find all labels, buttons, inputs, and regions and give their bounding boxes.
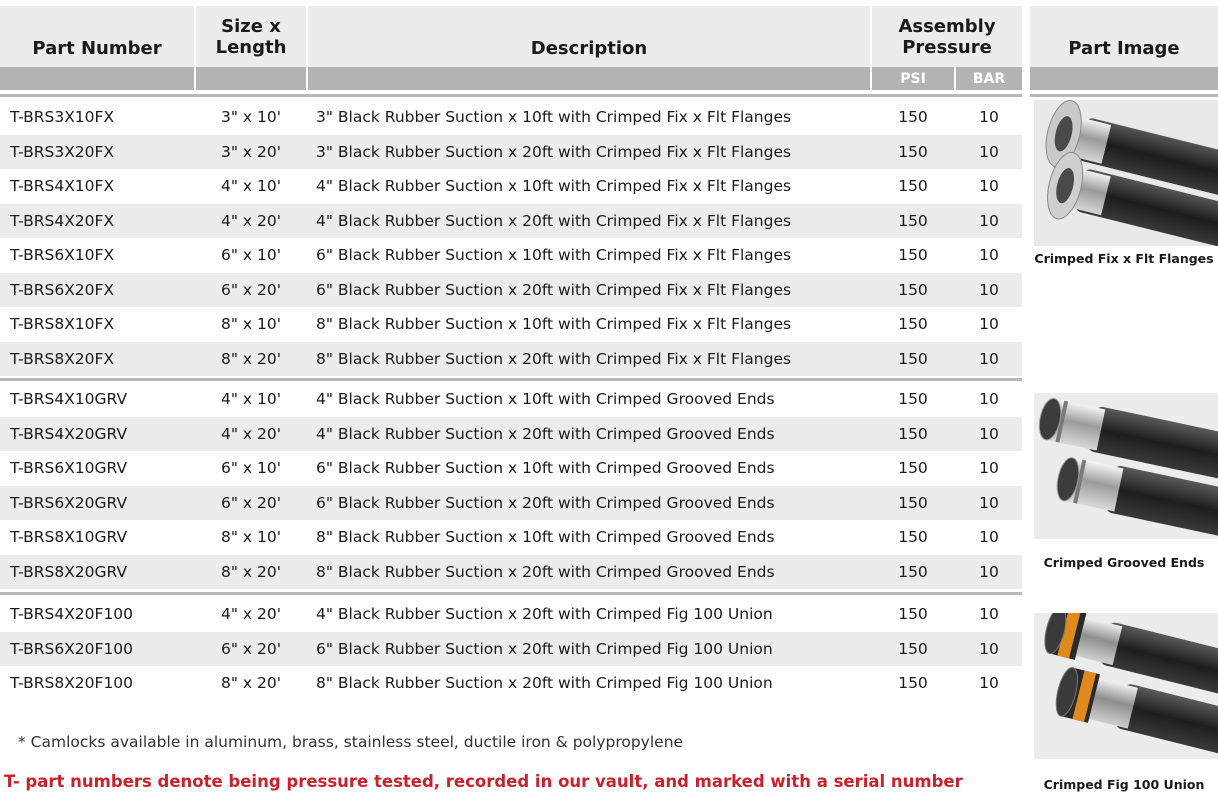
caption-fig100: Crimped Fig 100 Union bbox=[1043, 777, 1205, 792]
description-cell: 8" Black Rubber Suction x 20ft with Crimped Fig 100 Union bbox=[316, 674, 773, 693]
psi-cell: 150 bbox=[898, 639, 928, 658]
header-size-length bbox=[196, 6, 306, 67]
part-number-cell: T-BRS8X10FX bbox=[10, 315, 115, 334]
description-cell: 6" Black Rubber Suction x 10ft with Crimped Grooved Ends bbox=[316, 459, 775, 478]
header-bar-description bbox=[308, 67, 870, 90]
bar-cell: 10 bbox=[979, 315, 999, 334]
description-cell: 8" Black Rubber Suction x 10ft with Crimped Grooved Ends bbox=[316, 528, 775, 547]
header-bar-image bbox=[1030, 67, 1218, 90]
table-row bbox=[0, 342, 1022, 377]
bar-cell: 10 bbox=[979, 142, 999, 161]
size-length-cell: 3" x 10' bbox=[220, 108, 281, 127]
bar-cell: 10 bbox=[979, 390, 999, 409]
size-length-cell: 4" x 10' bbox=[220, 177, 281, 196]
psi-cell: 150 bbox=[898, 315, 928, 334]
part-number-cell: T-BRS6X20GRV bbox=[10, 493, 128, 512]
description-cell: 6" Black Rubber Suction x 20ft with Crimped Grooved Ends bbox=[316, 493, 775, 512]
part-number-cell: T-BRS3X20FX bbox=[10, 142, 115, 161]
size-length-cell: 8" x 10' bbox=[220, 315, 281, 334]
size-length-cell: 6" x 20' bbox=[220, 280, 281, 299]
bar-cell: 10 bbox=[979, 280, 999, 299]
header-bar-unit: BAR bbox=[956, 67, 1022, 90]
table-row bbox=[0, 307, 1022, 342]
flanged-hose-photo bbox=[1034, 100, 1218, 246]
group-fig100 bbox=[0, 597, 1022, 701]
header-psi: PSI bbox=[872, 67, 954, 90]
table-row bbox=[0, 204, 1022, 239]
psi-cell: 150 bbox=[898, 280, 928, 299]
description-cell: 4" Black Rubber Suction x 20ft with Crimped Grooved Ends bbox=[316, 424, 775, 443]
bar-cell: 10 bbox=[979, 493, 999, 512]
header-divider-image bbox=[1030, 94, 1218, 97]
psi-cell: 150 bbox=[898, 246, 928, 265]
caption-grooved: Crimped Grooved Ends bbox=[1043, 555, 1205, 570]
header-description: Description bbox=[530, 37, 648, 59]
table-row bbox=[0, 273, 1022, 308]
description-cell: 6" Black Rubber Suction x 20ft with Crimped Fix x Flt Flanges bbox=[316, 280, 792, 299]
bar-cell: 10 bbox=[979, 349, 999, 368]
bar-cell: 10 bbox=[979, 211, 999, 230]
table-row bbox=[0, 520, 1022, 555]
size-length-cell: 4" x 20' bbox=[220, 605, 281, 624]
description-cell: 8" Black Rubber Suction x 20ft with Crimped Fix x Flt Flanges bbox=[316, 349, 792, 368]
grooved-hose-photo bbox=[1034, 393, 1218, 539]
camlocks-note: * Camlocks available in aluminum, brass, stainless steel, ductile iron & polypropylene bbox=[18, 733, 684, 751]
caption-flanges: Crimped Fix x Flt Flanges bbox=[1034, 251, 1214, 266]
header-pressure-line2: Pressure bbox=[902, 36, 992, 58]
bar-cell: 10 bbox=[979, 674, 999, 693]
description-cell: 4" Black Rubber Suction x 10ft with Crimped Fix x Flt Flanges bbox=[316, 177, 792, 196]
bar-cell: 10 bbox=[979, 605, 999, 624]
table-row bbox=[0, 135, 1022, 170]
header-assembly-pressure bbox=[872, 6, 1022, 67]
part-number-cell: T-BRS3X10FX bbox=[10, 108, 115, 127]
header-part-number: Part Number bbox=[32, 37, 162, 59]
size-length-cell: 8" x 20' bbox=[220, 562, 281, 581]
flanged-hose-illustration bbox=[1034, 100, 1218, 246]
bar-cell: 10 bbox=[979, 246, 999, 265]
psi-cell: 150 bbox=[898, 459, 928, 478]
size-length-cell: 8" x 20' bbox=[220, 349, 281, 368]
psi-cell: 150 bbox=[898, 605, 928, 624]
pressure-tested-footer: T- part numbers denote being pressure tested, recorded in our vault, and marked with a serial number bbox=[4, 772, 963, 791]
description-cell: 4" Black Rubber Suction x 10ft with Crimped Grooved Ends bbox=[316, 390, 775, 409]
description-cell: 3" Black Rubber Suction x 20ft with Crimped Fix x Flt Flanges bbox=[316, 142, 792, 161]
table-row bbox=[0, 486, 1022, 521]
bar-cell: 10 bbox=[979, 528, 999, 547]
table-row bbox=[0, 238, 1022, 273]
part-number-cell: T-BRS8X20F100 bbox=[10, 674, 134, 693]
part-number-cell: T-BRS4X20F100 bbox=[10, 605, 134, 624]
psi-cell: 150 bbox=[898, 142, 928, 161]
size-length-cell: 8" x 20' bbox=[220, 674, 281, 693]
psi-cell: 150 bbox=[898, 390, 928, 409]
size-length-cell: 4" x 10' bbox=[220, 390, 281, 409]
table-row bbox=[0, 169, 1022, 204]
psi-cell: 150 bbox=[898, 562, 928, 581]
header-size-line2: Length bbox=[215, 36, 287, 58]
size-length-cell: 4" x 20' bbox=[220, 211, 281, 230]
bar-cell: 10 bbox=[979, 424, 999, 443]
table-row bbox=[0, 100, 1022, 135]
size-length-cell: 3" x 20' bbox=[220, 142, 281, 161]
group-grooved bbox=[0, 382, 1022, 589]
table-row bbox=[0, 632, 1022, 667]
bar-cell: 10 bbox=[979, 108, 999, 127]
header-divider bbox=[0, 94, 1022, 97]
psi-cell: 150 bbox=[898, 211, 928, 230]
psi-cell: 150 bbox=[898, 528, 928, 547]
bar-cell: 10 bbox=[979, 639, 999, 658]
table-row bbox=[0, 417, 1022, 452]
description-cell: 4" Black Rubber Suction x 20ft with Crimped Fig 100 Union bbox=[316, 605, 773, 624]
header-part-image: Part Image bbox=[1068, 37, 1180, 59]
table-row bbox=[0, 451, 1022, 486]
size-length-cell: 6" x 10' bbox=[220, 459, 281, 478]
size-length-cell: 8" x 10' bbox=[220, 528, 281, 547]
table-row bbox=[0, 597, 1022, 632]
psi-cell: 150 bbox=[898, 108, 928, 127]
description-cell: 8" Black Rubber Suction x 20ft with Crimped Grooved Ends bbox=[316, 562, 775, 581]
part-number-cell: T-BRS4X20GRV bbox=[10, 424, 128, 443]
psi-cell: 150 bbox=[898, 424, 928, 443]
header-size-line1: Size x bbox=[221, 15, 281, 37]
psi-cell: 150 bbox=[898, 493, 928, 512]
size-length-cell: 6" x 10' bbox=[220, 246, 281, 265]
part-number-cell: T-BRS8X20GRV bbox=[10, 562, 128, 581]
group-flanges bbox=[0, 100, 1022, 376]
bar-cell: 10 bbox=[979, 459, 999, 478]
part-number-cell: T-BRS8X10GRV bbox=[10, 528, 128, 547]
size-length-cell: 6" x 20' bbox=[220, 493, 281, 512]
psi-cell: 150 bbox=[898, 349, 928, 368]
bar-cell: 10 bbox=[979, 562, 999, 581]
part-number-cell: T-BRS6X10FX bbox=[10, 246, 115, 265]
table-row bbox=[0, 555, 1022, 590]
description-cell: 8" Black Rubber Suction x 10ft with Crimped Fix x Flt Flanges bbox=[316, 315, 792, 334]
header-bar-size bbox=[196, 67, 306, 90]
part-number-cell: T-BRS4X10FX bbox=[10, 177, 115, 196]
psi-cell: 150 bbox=[898, 674, 928, 693]
group-divider bbox=[0, 592, 1022, 595]
size-length-cell: 6" x 20' bbox=[220, 639, 281, 658]
fig100-union-hose-photo bbox=[1034, 613, 1218, 759]
fig100-union-hose-illustration bbox=[1034, 613, 1218, 759]
group-divider bbox=[0, 378, 1022, 381]
grooved-hose-illustration bbox=[1034, 393, 1218, 539]
description-cell: 6" Black Rubber Suction x 10ft with Crimped Fix x Flt Flanges bbox=[316, 246, 792, 265]
description-cell: 6" Black Rubber Suction x 20ft with Crimped Fig 100 Union bbox=[316, 639, 773, 658]
header-bar-part bbox=[0, 67, 194, 90]
part-number-cell: T-BRS4X20FX bbox=[10, 211, 115, 230]
part-number-cell: T-BRS6X20F100 bbox=[10, 639, 134, 658]
bar-cell: 10 bbox=[979, 177, 999, 196]
header-pressure-line1: Assembly bbox=[898, 15, 996, 37]
part-number-cell: T-BRS6X10GRV bbox=[10, 459, 128, 478]
psi-cell: 150 bbox=[898, 177, 928, 196]
table-row bbox=[0, 382, 1022, 417]
part-number-cell: T-BRS4X10GRV bbox=[10, 390, 128, 409]
part-number-cell: T-BRS8X20FX bbox=[10, 349, 115, 368]
description-cell: 4" Black Rubber Suction x 20ft with Crimped Fix x Flt Flanges bbox=[316, 211, 792, 230]
size-length-cell: 4" x 20' bbox=[220, 424, 281, 443]
description-cell: 3" Black Rubber Suction x 10ft with Crimped Fix x Flt Flanges bbox=[316, 108, 792, 127]
table-row bbox=[0, 666, 1022, 701]
part-number-cell: T-BRS6X20FX bbox=[10, 280, 115, 299]
